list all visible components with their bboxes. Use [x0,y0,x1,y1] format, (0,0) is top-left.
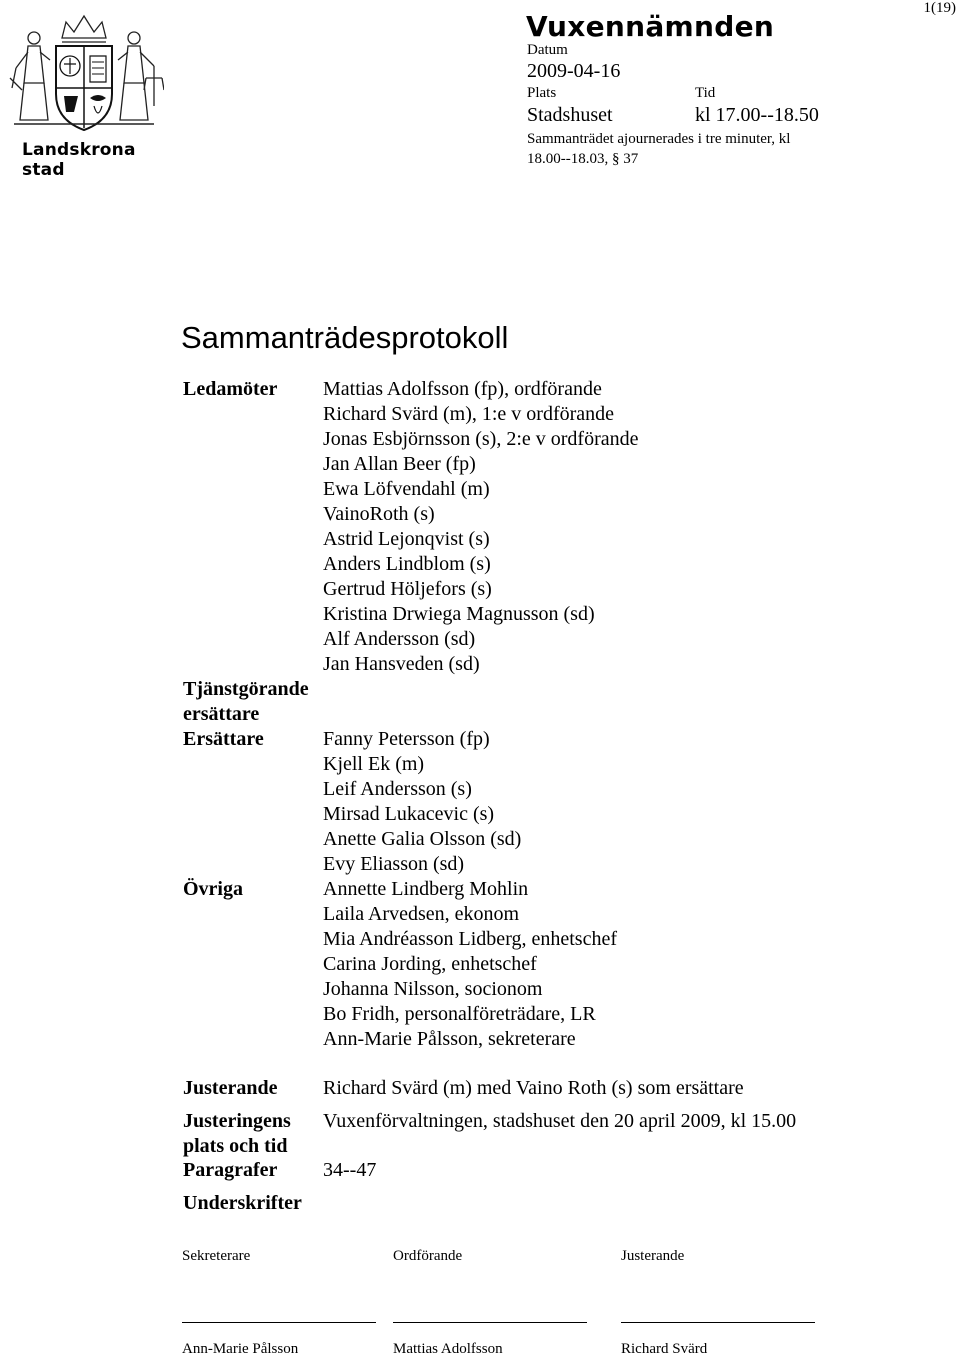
others-list [323,877,617,1052]
substitute-item: Evy Eliasson (sd) [323,853,465,875]
signatures-label: Underskrifter [183,1192,302,1214]
substitute-item: Fanny Petersson (fp) [323,728,490,750]
substitute-item: Mirsad Lukacevic (s) [323,803,495,825]
substitute-item: Kjell Ek (m) [323,753,425,775]
member-item: Jan Hansveden (sd) [323,653,480,675]
adjustment-place-label-1: Justeringens [183,1110,291,1132]
place-label: Plats [527,85,557,101]
other-item: Laila Arvedsen, ekonom [323,903,520,925]
paragraphs-value: 34--47 [323,1159,377,1181]
signature-name-secretary: Ann-Marie Pålsson [182,1341,299,1357]
committee-name: Vuxennämnden [526,10,775,43]
meeting-date: 2009-04-16 [527,60,621,82]
time-label: Tid [695,85,716,101]
substitutes-list [323,727,521,877]
member-item: VainoRoth (s) [323,503,435,525]
others-label: Övriga [183,878,243,900]
other-item: Bo Fridh, personalföreträdare, LR [323,1003,596,1025]
municipality-name: Landskrona stad [22,140,136,180]
member-item: Ewa Löfvendahl (m) [323,478,490,500]
signature-role-chair: Ordförande [393,1248,463,1264]
serving-substitutes-label-2: ersättare [183,703,260,725]
meeting-time: kl 17.00--18.50 [695,104,819,126]
coat-of-arms-icon [4,8,164,138]
member-item: Alf Andersson (sd) [323,628,476,650]
adjusters-value: Richard Svärd (m) med Vaino Roth (s) som ersättare [323,1077,744,1099]
signature-role-adjuster: Justerande [621,1248,685,1264]
signature-name-adjuster: Richard Svärd [621,1341,708,1357]
adjournment-note-line2: 18.00--18.03, § 37 [527,151,639,167]
adjustment-place-label-2: plats och tid [183,1135,288,1157]
members-list [323,377,639,677]
other-item: Carina Jording, enhetschef [323,953,537,975]
member-item: Kristina Drwiega Magnusson (sd) [323,603,595,625]
adjournment-note-line1: Sammanträdet ajournerades i tre minuter, kl [527,131,791,147]
member-item: Astrid Lejonqvist (s) [323,528,490,550]
date-label: Datum [527,42,568,58]
other-item: Mia Andréasson Lidberg, enhetschef [323,928,617,950]
serving-substitutes-label-1: Tjänstgörande [183,678,309,700]
substitute-item: Leif Andersson (s) [323,778,472,800]
meeting-place: Stadshuset [527,104,613,126]
substitutes-label: Ersättare [183,728,264,750]
adjustment-place-value: Vuxenförvaltningen, stadshuset den 20 april 2009, kl 15.00 [323,1110,797,1132]
coat-of-arms-logo [4,8,164,180]
member-item: Jan Allan Beer (fp) [323,453,476,475]
signature-line-secretary [182,1322,376,1323]
signature-name-chair: Mattias Adolfsson [393,1341,503,1357]
paragraphs-label: Paragrafer [183,1159,278,1181]
member-item: Anders Lindblom (s) [323,553,491,575]
other-item: Johanna Nilsson, socionom [323,978,543,1000]
other-item: Ann-Marie Pålsson, sekreterare [323,1028,576,1050]
member-item: Gertrud Höljefors (s) [323,578,492,600]
document-title: Sammanträdesprotokoll [181,320,509,355]
signature-role-secretary: Sekreterare [182,1248,251,1264]
member-item: Mattias Adolfsson (fp), ordförande [323,378,602,400]
substitute-item: Anette Galia Olsson (sd) [323,828,522,850]
adjusters-label: Justerande [183,1077,278,1099]
signature-line-adjuster [621,1322,815,1323]
member-item: Jonas Esbjörnsson (s), 2:e v ordförande [323,428,639,450]
page-number: 1(19) [923,0,956,16]
member-item: Richard Svärd (m), 1:e v ordförande [323,403,615,425]
other-item: Annette Lindberg Mohlin [323,878,529,900]
signature-line-chair [393,1322,587,1323]
members-label: Ledamöter [183,378,278,400]
